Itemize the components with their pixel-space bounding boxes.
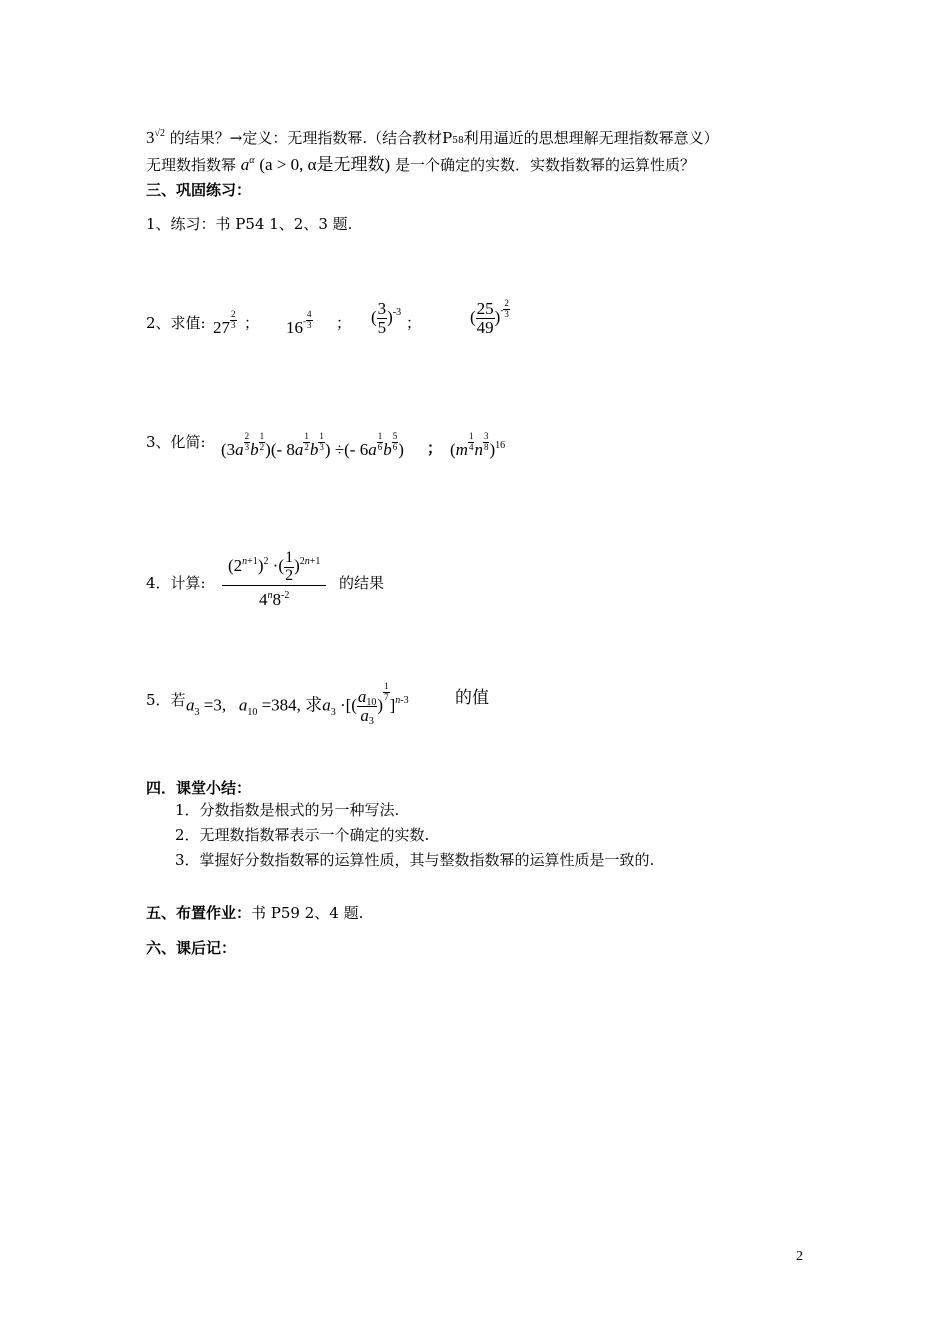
section-5 [146,903,363,923]
q2-sep-1: ； [244,314,260,332]
summary-item-2: 2．无理数指数幂表示一个确定的实数. [175,826,430,844]
intro-line-2 [146,155,695,178]
section-4-title: 四．课堂小结： [146,779,252,797]
summary-item-3: 3．掌握好分数指数幂的运算性质，其与整数指数幂的运算性质是一致的. [175,851,655,869]
intro-p: P [442,129,453,147]
section-6-title: 六、课后记： [146,939,237,957]
page-number: 2 [796,1249,803,1264]
q2-sep-2: ； [336,314,352,332]
math-condition: (a > 0, α是无理数) [259,155,391,174]
intro-text-2: 无理数指数幂 [146,156,237,174]
q5-tail: 的值 [455,688,489,708]
intro-text-1: 的结果？→定义：无理指数幂.（结合教材 [169,129,443,147]
intro-p-sub: 58 [452,136,464,146]
question-5-label: 5．若 [146,691,186,709]
section-5-title: 五、布置作业： [146,904,252,922]
question-2-label: 2、求值: [146,314,206,332]
question-3-label: 3、化简: [146,433,206,451]
math-compute-fraction: $(2^{n+1})^2$ ·( $\frac{1}{2}$ )$^{2n+1}$ $4^n8^{-2}$ [222,550,326,617]
intro-tail-1: 利用逼近的思想理解无理指数幂意义） [463,129,719,147]
q2-sep-3: ； [406,314,422,332]
math-sequence-condition: $a_3 =3$, $a_{10} =384$, 求$a_3$ ·[( $\frac{a10}{a3}$ ) $\frac{1}{7}$ ]$^{n-3}$ [186,681,409,727]
math-16-pow-neg-4-3: 16- $\frac{4}{3}$ [286,309,312,337]
question-1: 1、练习：书 P54 1、2、3 题. [146,215,353,233]
math-a-pow-alpha: $a^\alpha$ [240,155,255,174]
math-3-pow-sqrt2: $3^{√2}$ [146,128,165,147]
math-3-5-pow-neg3: ( $\frac{3}{5}$ )$^{-3}$ [371,299,402,337]
math-27-pow-2-3: 27 $\frac{2}{3}$ [213,309,236,337]
intro-tail-2: 是一个确定的实数．实数指数幂的运算性质？ [394,156,695,174]
question-4-label: 4．计算: [146,574,206,592]
summary-item-1: 1．分数指数是根式的另一种写法. [175,801,400,819]
math-25-49-pow-neg-2-3: ( $\frac{25}{49}$ )- $\frac{2}{3}$ [470,298,509,337]
section-5-text: 书 P59 2、4 题. [251,904,364,922]
q4-tail: 的结果 [339,574,385,592]
math-m-n-pow-16: (m $\frac{1}{4}$ n $\frac{3}{8}$ )$^{16}$ [450,431,506,459]
section-3-title: 三、巩固练习： [146,181,252,199]
math-simplify-expression: (3a $\frac{2}{3}$ b $\frac{1}{2}$ )(- 8a $\frac{1}{2}$ b $\frac{1}{3}$ ) ÷(- 6a $\frac{1}{6}$ b $\frac{5}{6}$ ) [221,431,404,459]
intro-line-1 [146,128,719,151]
q3-sep: ； [427,439,443,457]
